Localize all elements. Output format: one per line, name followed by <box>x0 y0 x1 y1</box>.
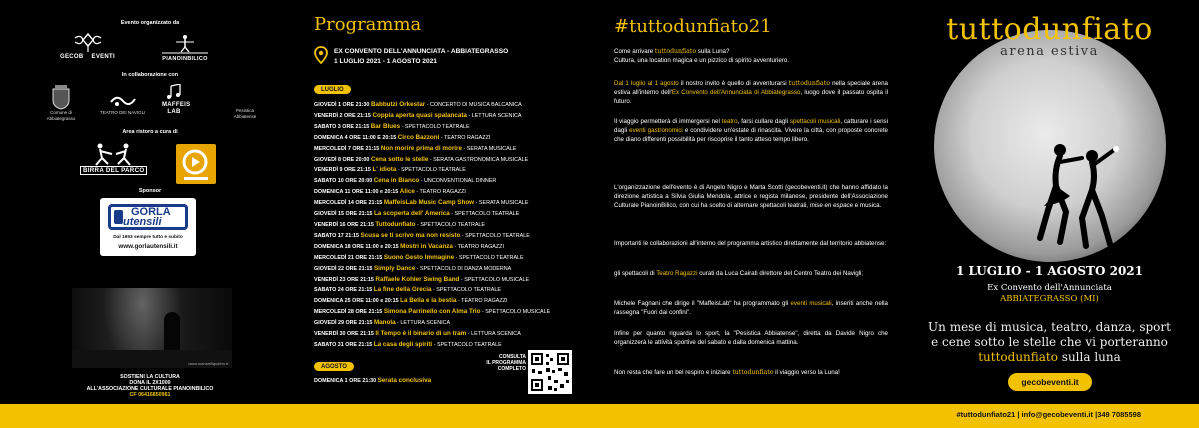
performer-silhouette <box>164 312 180 352</box>
venue-block <box>334 47 508 67</box>
text: e musica. <box>853 201 882 209</box>
event-type: - LETTURA SCENICA <box>467 331 521 338</box>
location-pin-icon <box>314 46 328 64</box>
event-name: Babbutzi Orkestar <box>370 101 426 108</box>
organized-by-label: Evento organizzato da <box>120 20 180 26</box>
event-row <box>314 242 594 253</box>
highlight: teatro <box>721 118 738 125</box>
description-panel <box>600 0 900 404</box>
event-date: VENERDÌ 30 ORE 21:15 <box>314 331 374 338</box>
event-type: - SPETTACOLO TEATRALE <box>433 341 502 348</box>
venue-dates: 1 LUGLIO 2021 - 1 AGOSTO 2021 <box>334 58 437 65</box>
event-row <box>314 100 594 111</box>
event-type: - SPETTACOLO TEATRALE <box>455 254 524 261</box>
event-row <box>314 231 594 242</box>
tagline-line-1: Un mese di musica, teatro, danza, sport <box>928 320 1171 334</box>
sport-paragraph: Infine per quanto riguarda lo sport, la "Pesistica Abbiatense", diretta da Davide Nigro che organizzerà le attività sportive del sabato e dalla domenica mattina. <box>614 330 888 346</box>
event-name: Mostri in Vacanza <box>400 242 453 250</box>
footer-bar <box>0 404 1199 428</box>
gorla-site: www.gorlautensili.it <box>118 243 178 250</box>
event-row <box>314 264 594 275</box>
maffeis-lab-logo <box>162 84 191 116</box>
text: , farsi cullare dagli <box>737 118 790 125</box>
teatro-navigli-icon <box>109 92 137 110</box>
event-row <box>314 133 594 144</box>
event-type: - UNCONVENTIONAL DINNER <box>420 178 497 185</box>
venue-name: EX CONVENTO DELL'ANNUNCIATA - ABBIATEGRASSO <box>334 48 509 55</box>
event-date: DOMENICA 25 ORE 11:00 e 20:15 <box>314 298 399 305</box>
event-name: Alice <box>399 188 415 196</box>
event-row <box>314 329 594 340</box>
text: Come arrivare <box>614 48 655 55</box>
event-type: - SERATA GASTRONOMICA MUSICALE <box>429 156 529 163</box>
utensili-text: utensili <box>123 216 162 228</box>
gorla-name-block <box>108 204 188 230</box>
event-row <box>314 176 594 187</box>
highlight: Dal 1 luglio al 1 agosto <box>614 80 679 87</box>
event-date: VENERDÌ 9 ORE 21:15 <box>314 167 371 174</box>
event-name: Tuttodunfiato <box>375 220 416 228</box>
text: il nostro invito è quello di avventurarsi <box>678 80 789 87</box>
event-name: Cena sotto le stelle <box>370 155 429 163</box>
event-list <box>314 100 594 351</box>
text: sulla Luna? <box>696 48 730 55</box>
gorla-sponsor-logo <box>100 198 196 256</box>
highlight: Ex Convento dell'Annunciata di Abbiategrasso <box>671 88 801 96</box>
event-date: VENERDÌ 16 ORE 21:15 <box>314 221 374 228</box>
event-name: La fine della Grecia <box>373 286 432 294</box>
event-name: La Bella e la bestia <box>400 297 457 305</box>
event-date: SABATO 17 21:15 <box>314 232 360 239</box>
text: Michele Fagnani che dirige il "MaffeisLab" ha programmato gli <box>614 300 791 307</box>
eventi-text: EVENTI <box>91 54 115 60</box>
gorla-slogan: Dal 1953 sempre tutto e subito <box>113 235 183 240</box>
event-type: - SPETTACOLO TEATRALE <box>451 211 520 218</box>
event-name: Non morire prima di morire <box>380 144 462 152</box>
event-type: - SERATA MUSICALE <box>463 145 517 152</box>
highlight: eventi musicali <box>790 300 832 307</box>
month-badge-luglio: LUGLIO <box>314 85 351 94</box>
text: Il viaggio permetterà di immergersi nel <box>614 118 722 125</box>
event-type: - SPETTACOLO TEATRALE <box>417 221 486 228</box>
tagline <box>900 320 1199 365</box>
event-date: GIOVEDÌ 15 ORE 21:15 <box>314 211 373 218</box>
event-date: GIOVEDÌ 29 ORE 21:15 <box>314 320 373 327</box>
event-type: - LETTURA SCENICA <box>397 320 451 327</box>
website-button[interactable]: gecobeventi.it <box>1008 373 1092 391</box>
comune-logo <box>44 84 78 121</box>
event-name: La scoperta dell' America <box>373 210 450 218</box>
gecob-text: GECOB <box>60 54 84 60</box>
text: L'organizzazione dell'evento è di Angelo Nigro e Marta Scotti (gecobeventi.it) che hanno affidato la direzione artistica a Silvia Giulia Mendola, attrice e regista milanese, presidente dell'Associazione Culturale PianoinBilico, con cui ha scelto di alternare spettacoli teatrali, <box>614 184 888 209</box>
intro-paragraph <box>614 48 888 66</box>
event-name: Cena in Bianco <box>373 177 420 185</box>
event-date: MERCOLEDÌ 28 ORE 21:15 <box>314 309 383 316</box>
event-date: DOMENICA 18 ORE 11:00 e 20:15 <box>314 243 399 250</box>
event-date: SABATO 24 ORE 21:15 <box>314 287 373 294</box>
event-date: DOMENICA 1 ORE 21:30 <box>314 378 377 384</box>
tagline-end: sulla luna <box>1057 350 1121 364</box>
brand-inline: tuttodunfiato <box>732 369 774 376</box>
tagline-line-3 <box>900 350 1199 365</box>
comune-text: Comune di Abbiategrasso <box>46 110 76 121</box>
consult-line-1: CONSULTA <box>498 354 526 360</box>
event-row <box>314 318 594 329</box>
credits-panel <box>0 0 300 404</box>
event-date: DOMENICA 4 ORE 11:00 E 20:15 <box>314 134 397 141</box>
event-type: - SPETTACOLO TEATRALE <box>401 123 470 130</box>
teatro-navigli-text: TEATRO DEI NAVIGLI <box>100 110 146 115</box>
text: , luogo dove il passato ospita il futuro. <box>614 88 888 105</box>
text: il viaggio verso la Luna! <box>773 369 840 376</box>
event-type: - LETTURA SCENICA <box>468 112 522 119</box>
event-type: - SPETTACOLO DI DANZA MODERNA <box>416 265 512 272</box>
highlight: eventi gastronomici <box>629 126 683 134</box>
text: e condividere un'estate di rinascita. Vivere la città, con proposte concrete che diano differenti possibilità per riscoprire il tanto atteso tempo libero. <box>614 126 888 143</box>
performer-photo <box>72 288 232 368</box>
pianoinbilico-text: PIANOINBILICO <box>162 56 208 62</box>
dates-paragraph <box>614 80 888 107</box>
highlight: spettacoli musicali <box>789 118 841 125</box>
event-date: VENERDÌ 23 ORE 21:15 <box>314 276 374 283</box>
support-line-3: ALL'ASSOCIAZIONE CULTURALE PIANOINBILICO <box>86 386 214 392</box>
ristoro-label: Area ristoro a cura di <box>122 129 178 135</box>
text: Cultura, una location magica e un pizzico di spirito avventuriero. <box>614 56 790 64</box>
event-title: tuttodunfiato <box>946 12 1153 47</box>
event-date: GIOVEDÌ 1 ORE 21:30 <box>314 102 370 108</box>
event-row <box>314 285 594 296</box>
event-date: SABATO 3 ORE 21:15 <box>314 123 370 130</box>
hashtag-title: #tuttodunfiato21 <box>614 16 772 37</box>
event-name: La casa degli spiriti <box>373 340 433 348</box>
teatro-ragazzi-paragraph <box>614 270 888 279</box>
dancing-couple-silhouette <box>1030 120 1130 250</box>
birra-del-parco-logo <box>80 142 147 175</box>
event-name: Manola <box>373 319 396 327</box>
event-type: - SPETTACOLO TEATRALE <box>432 287 501 294</box>
event-name: Scusa se ti scrivo ma non resisto <box>360 231 461 239</box>
event-date: SABATO 31 ORE 21:15 <box>314 341 373 348</box>
footer-contact: #tuttodunfiato21 | info@gecobeventi.it |349 7085598 <box>956 410 1141 419</box>
coat-of-arms-icon <box>50 84 72 110</box>
support-line-2: DONA IL 2X1000 <box>129 380 171 386</box>
event-row <box>314 253 594 264</box>
program-title: Programma <box>314 14 422 35</box>
event-name: Il Tempo è il binario di un tram <box>375 330 467 338</box>
collaborations-paragraph: Importanti le collaborazioni all'interno del programma artistico direttamente dal territorio abbiatense: <box>614 240 887 247</box>
text: nella speciale arena estiva all'interno dell' <box>614 80 888 96</box>
event-august <box>314 376 431 387</box>
text: Non resta che fare un bel respiro e iniziare <box>614 369 733 376</box>
pesistica-text: Pesistica Abbiatense <box>233 108 257 119</box>
event-date: VENERDÌ 2 ORE 21:15 <box>314 112 371 119</box>
photo-credit: www.manuelliquirino.it <box>188 361 228 366</box>
event-date: SABATO 10 ORE 20:00 <box>314 178 373 185</box>
pesistica-logo <box>228 108 262 119</box>
support-line-4: CF 06416850961 <box>129 392 171 398</box>
tagline-line-2: e cene sotto le stelle che vi porteranno <box>931 335 1168 349</box>
event-name: Coppia aperta quasi spalancata <box>372 111 467 119</box>
event-type: - TEATRO RAGAZZI <box>457 298 508 305</box>
event-type: - TEATRO RAGAZZI <box>416 189 466 196</box>
event-venue: Ex Convento dell'Annunciata <box>987 283 1112 293</box>
yellow-logo <box>176 144 216 184</box>
event-row <box>314 296 594 307</box>
event-name: Suono Gesto Immagine <box>383 253 455 261</box>
event-type: - TEATRO RAGAZZI <box>440 134 491 141</box>
event-date: MERCOLEDÌ 21 ORE 21:15 <box>314 254 383 261</box>
event-row <box>314 198 594 209</box>
month-badge-agosto: AGOSTO <box>314 362 354 371</box>
brand-inline: tuttodunfiato <box>654 48 697 55</box>
pianoinbilico-logo <box>160 34 210 62</box>
event-city: ABBIATEGRASSO (MI) <box>1000 294 1099 304</box>
brand-inline: tuttodunfiato <box>788 80 830 87</box>
event-row <box>314 275 594 286</box>
event-name: Raffaele Kohler Swing Band <box>375 275 460 283</box>
event-date: DOMENICA 11 ORE 11:00 e 20:15 <box>314 189 399 196</box>
play-circle-icon <box>176 144 216 184</box>
event-row <box>314 144 594 155</box>
event-row <box>314 155 594 166</box>
italic-text: mise en espace <box>809 201 854 209</box>
tool-icon <box>114 210 123 224</box>
event-row <box>314 209 594 220</box>
event-row <box>314 122 594 133</box>
event-row <box>314 187 594 198</box>
event-type: - CONCERTO DI MUSICA BALCANICA <box>426 102 522 108</box>
maffeis-lab-text: MAFFEIS LAB <box>162 102 191 115</box>
organization-paragraph <box>614 184 888 211</box>
event-dates: 1 LUGLIO - 1 AGOSTO 2021 <box>955 264 1144 278</box>
text: , inseriti anche nella rassegna "Fuori dai confini". <box>614 300 888 316</box>
event-type: - SPETTACOLO TEATRALE <box>461 232 530 239</box>
collab-label: In collaborazione con <box>121 72 179 78</box>
music-note-icon <box>163 84 185 102</box>
consult-line-2: IL PROGRAMMA <box>486 360 526 366</box>
text: curati da Luca Cairati direttore del Centro Teatro dei Navigli; <box>697 270 864 277</box>
highlight: Teatro Ragazzi <box>656 270 698 277</box>
dancers-icon <box>88 142 140 166</box>
tagline-brand: tuttodunfiato <box>978 350 1058 364</box>
event-subtitle: arena estiva <box>1000 44 1099 59</box>
text: gli spettacoli di <box>614 270 657 277</box>
event-date: GIOVEDÌ 22 ORE 21:15 <box>314 265 373 272</box>
closing-paragraph <box>614 369 888 378</box>
journey-paragraph <box>614 118 888 145</box>
qr-code-icon[interactable] <box>528 350 572 394</box>
consult-line-3: COMPLETO <box>497 366 526 372</box>
event-name: Simona Parrinello con Alma Trio <box>383 308 481 316</box>
event-type: - SPETTACOLO MUSICALE <box>460 276 530 283</box>
gecob-eventi-logo <box>60 32 115 60</box>
teatro-navigli-logo <box>100 92 145 116</box>
event-name: MaffeisLab Music Camp Show <box>383 199 475 207</box>
event-type: - TEATRO RAGAZZI <box>454 243 504 250</box>
support-line-1: SOSTIENI LA CULTURA <box>120 374 180 380</box>
event-row <box>314 307 594 318</box>
tightrope-walker-icon <box>160 34 210 56</box>
event-name: L' idiota <box>372 166 397 174</box>
consult-label <box>470 354 526 372</box>
gorla-text: GORLA <box>131 206 171 218</box>
event-date: MERCOLEDÌ 14 ORE 21:15 <box>314 200 383 207</box>
event-type: - SPETTACOLO MUSICALE <box>482 309 551 316</box>
birra-text: BIRRA DEL PARCO <box>80 166 147 175</box>
maffeislab-paragraph <box>614 300 888 318</box>
event-type: - SERATA MUSICALE <box>475 200 529 207</box>
event-date: GIOVEDÌ 8 ORE 20:00 <box>314 156 370 163</box>
event-name: Simply Dance <box>373 264 416 272</box>
event-name: Serata conclusiva <box>377 377 432 384</box>
event-row <box>314 165 594 176</box>
sponsor-label: Sponsor <box>138 188 162 194</box>
event-name: Bar Blues <box>370 122 401 130</box>
event-date: MERCOLEDÌ 7 ORE 21:15 <box>314 145 380 152</box>
event-row <box>314 220 594 231</box>
gecob-mask-icon <box>71 32 105 54</box>
event-name: Circo Bazzoni <box>397 133 440 141</box>
event-row <box>314 111 594 122</box>
program-panel <box>300 0 600 404</box>
text: , catturare i sensi dagli <box>614 118 888 134</box>
event-type: - SPETTACOLO TEATRALE <box>397 167 466 174</box>
